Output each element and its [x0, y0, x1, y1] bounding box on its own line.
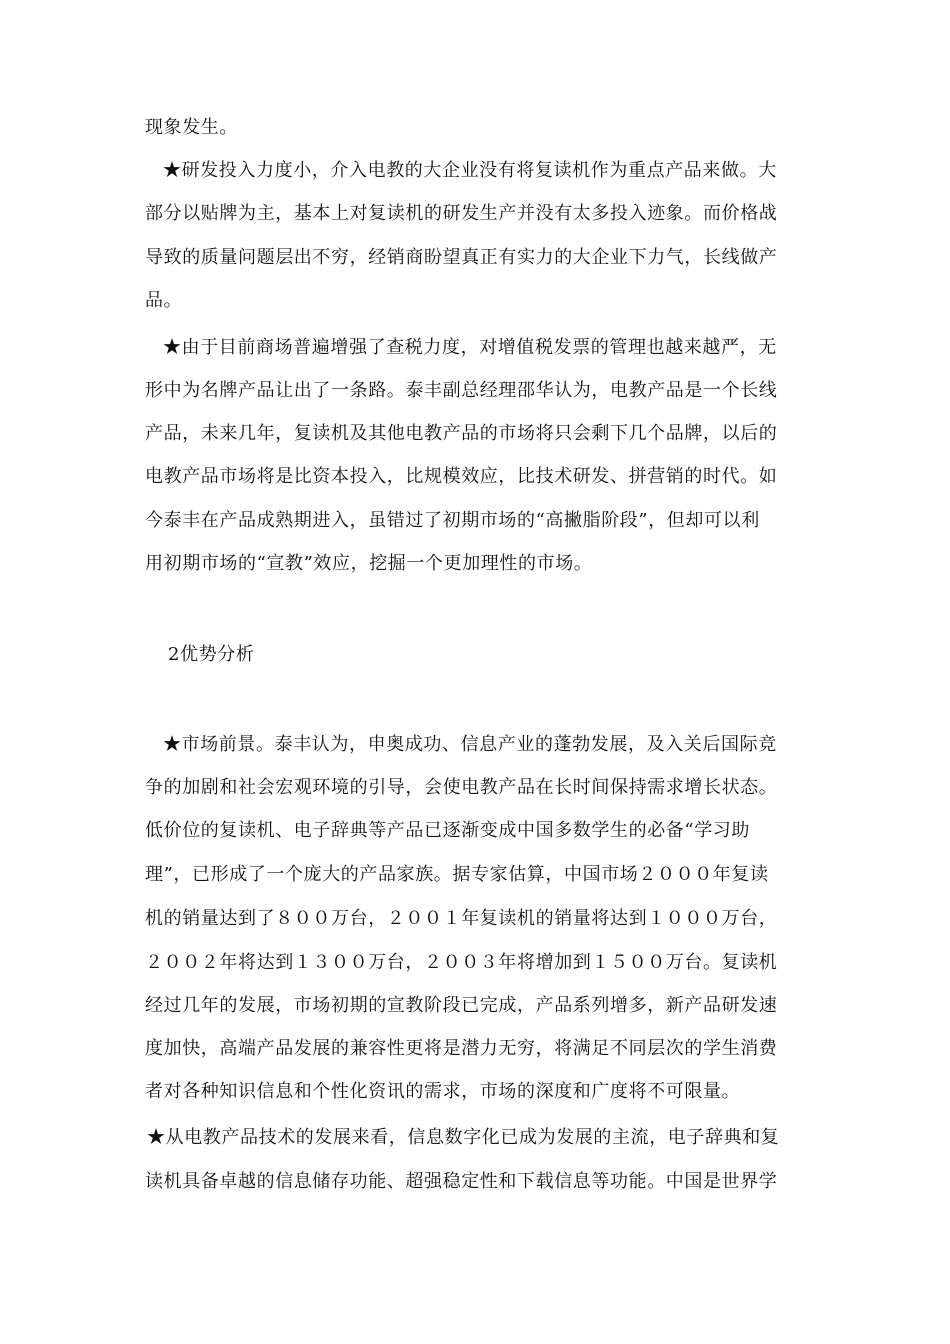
paragraph-line: 品。 — [145, 290, 183, 311]
paragraph-line: ★从电教产品技术的发展来看，信息数字化已成为发展的主流，电子辞典和复 — [147, 1127, 780, 1148]
paragraph-line: 导致的质量问题层出不穷，经销商盼望真正有实力的大企业下力气，长线做产 — [145, 247, 778, 268]
paragraph-line: 经过几年的发展，市场初期的宣教阶段已完成，产品系列增多，新产品研发速 — [145, 995, 778, 1016]
paragraph-line: 今泰丰在产品成熟期进入，虽错过了初期市场的“高撇脂阶段”，但却可以利 — [145, 510, 760, 531]
paragraph-line: 争的加剧和社会宏观环境的引导，会使电教产品在长时间保持需求增长状态。 — [145, 777, 778, 798]
paragraph-line: 理”，已形成了一个庞大的产品家族。据专家估算，中国市场２０００年复读 — [145, 864, 769, 885]
paragraph-line: 机的销量达到了８００万台，２００１年复读机的销量将达到１０００万台， — [145, 908, 778, 929]
paragraph-line: 读机具备卓越的信息储存功能、超强稳定性和下载信息等功能。中国是世界学 — [145, 1171, 778, 1192]
paragraph-line: ２００２年将达到１３００万台，２００３年将增加到１５００万台。复读机 — [145, 952, 778, 973]
paragraph-line: 部分以贴牌为主，基本上对复读机的研发生产并没有太多投入迹象。而价格战 — [145, 203, 778, 224]
paragraph-line: ★市场前景。泰丰认为，申奥成功、信息产业的蓬勃发展，及入关后国际竞 — [163, 734, 777, 755]
paragraph-line: 低价位的复读机、电子辞典等产品已逐渐变成中国多数学生的必备“学习助 — [145, 820, 750, 841]
paragraph-line: 电教产品市场将是比资本投入，比规模效应，比技术研发、拼营销的时代。如 — [145, 466, 778, 487]
paragraph-line: 现象发生。 — [145, 117, 238, 138]
paragraph-line: 者对各种知识信息和个性化资讯的需求，市场的深度和广度将不可限量。 — [145, 1081, 741, 1102]
paragraph-line: 产品，未来几年，复读机及其他电教产品的市场将只会剩下几个品牌，以后的 — [145, 423, 778, 444]
paragraph-line: ★研发投入力度小，介入电教的大企业没有将复读机作为重点产品来做。大 — [163, 160, 777, 181]
paragraph-line: 形中为名牌产品让出了一条路。泰丰副总经理邵华认为，电教产品是一个长线 — [145, 380, 778, 401]
section-heading: 2优势分析 — [168, 644, 255, 665]
paragraph-line: ★由于目前商场普遍增强了查税力度，对增值税发票的管理也越来越严，无 — [163, 337, 777, 358]
paragraph-line: 度加快，高端产品发展的兼容性更将是潜力无穷，将满足不同层次的学生消费 — [145, 1038, 778, 1059]
paragraph-line: 用初期市场的“宣教”效应，挖掘一个更加理性的市场。 — [145, 553, 593, 574]
